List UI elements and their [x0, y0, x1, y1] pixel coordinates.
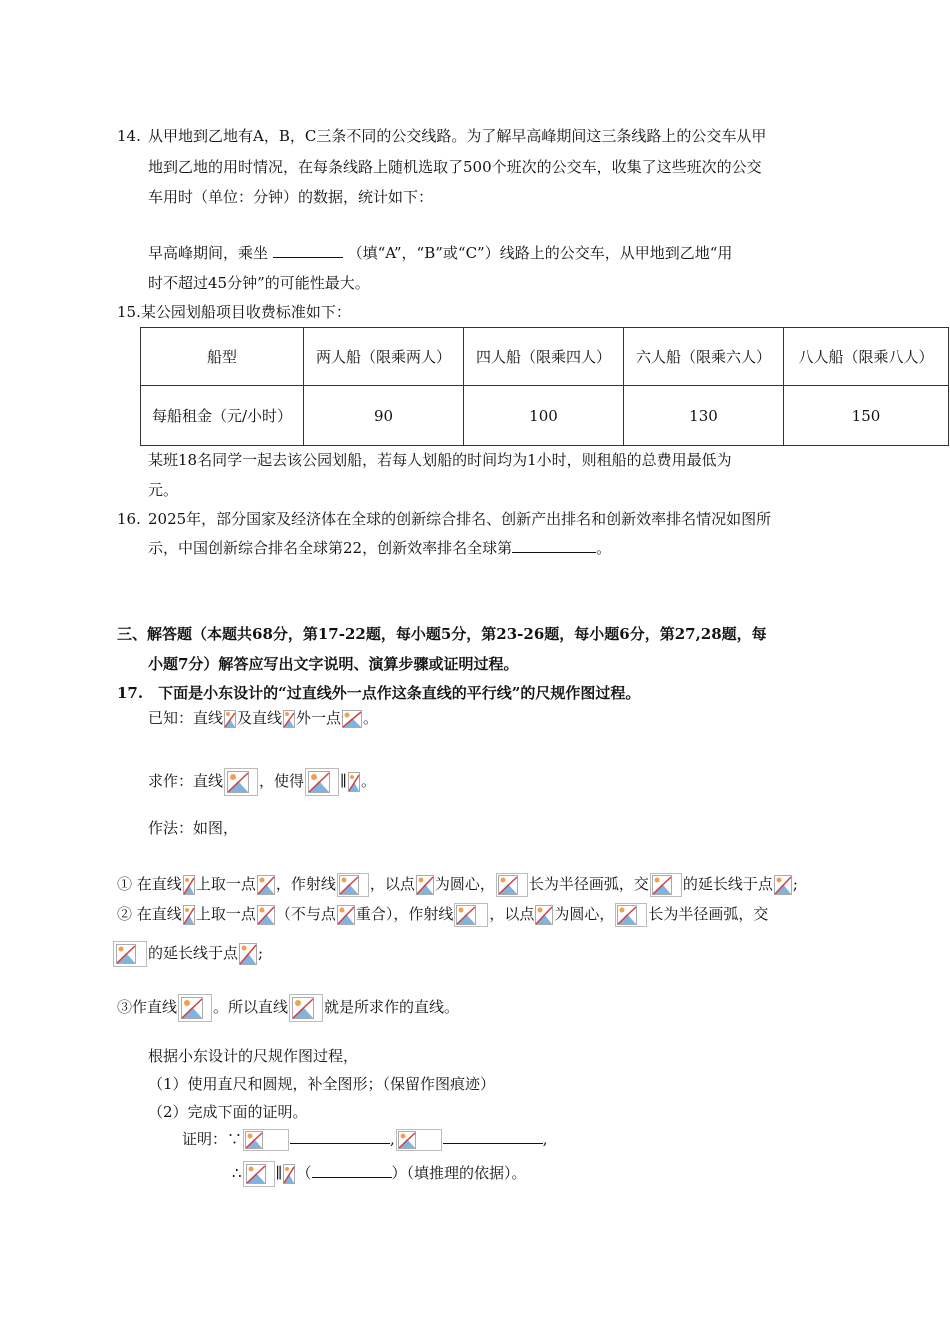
text: ,	[542, 1130, 548, 1148]
broken-image-icon	[178, 994, 212, 1022]
q14-line-4-text-a: 早高峰期间，乘坐	[148, 244, 269, 262]
table-row	[141, 386, 949, 446]
text: ，作射线	[275, 875, 336, 893]
q16-line-1: 2025年，部分国家及经济体在全球的创新综合排名、创新产出排名和创新效率排名情况如图所	[148, 510, 772, 528]
fee-table	[140, 327, 949, 446]
table-header-cell: 六人船（限乘六人）	[624, 328, 784, 386]
q16-number: 16.	[117, 510, 141, 528]
text: 已知：直线	[148, 709, 224, 727]
table-cell: 90	[304, 386, 464, 446]
text: 在直线	[136, 875, 182, 893]
text: 为圆心，	[554, 905, 615, 923]
q17-part-1: （1）使用直尺和圆规，补全图形；（保留作图痕迹）	[148, 1075, 496, 1093]
step-marker: ②	[117, 905, 133, 923]
q14-line-5: 时不超过45分钟”的可能性最大。	[148, 274, 370, 292]
text: 长为半径画弧，交	[648, 905, 769, 923]
broken-image-icon	[243, 1161, 275, 1187]
text: 为圆心，	[434, 875, 495, 893]
broken-image-icon	[342, 710, 362, 728]
broken-image-icon	[416, 875, 434, 895]
q17-part-2: （2）完成下面的证明。	[148, 1103, 308, 1121]
broken-image-icon	[257, 875, 275, 895]
text: 外一点	[296, 709, 342, 727]
text: 求作：直线	[148, 772, 224, 790]
text: ，以点	[489, 905, 535, 923]
broken-image-icon	[650, 873, 682, 897]
text: ，使得	[259, 772, 305, 790]
text: 。	[360, 772, 376, 790]
text: ）（填推理的依据）。	[391, 1164, 527, 1182]
text: 作直线	[132, 998, 178, 1016]
broken-image-icon	[454, 903, 488, 927]
text: 及直线	[237, 709, 283, 727]
q17-step-2-cont	[112, 941, 263, 967]
q17-proof-line-2	[232, 1161, 527, 1187]
text: 。所以直线	[213, 998, 289, 1016]
broken-image-icon	[774, 875, 792, 895]
text: 在直线	[136, 905, 182, 923]
parallel-symbol: ∥	[340, 772, 347, 790]
q14-line-4-text-b: （填“A”，“B”或“C”）线路上的公交车，从甲地到乙地“用	[347, 244, 733, 262]
broken-image-icon	[496, 873, 528, 897]
broken-image-icon	[396, 1129, 442, 1151]
text: 的延长线于点	[682, 875, 773, 893]
q17-basis: 根据小东设计的尺规作图过程，	[148, 1047, 359, 1065]
section3-line-1: 三、解答题（本题共68分，第17-22题，每小题5分，第23-26题，每小题6分，第27,28题，每	[117, 625, 767, 643]
q15-after-1: 某班18名同学一起去该公园划船，若每人划船的时间均为1小时，则租船的总费用最低为	[148, 451, 732, 469]
proof-blank[interactable]	[443, 1129, 543, 1144]
broken-image-icon	[283, 1164, 295, 1184]
broken-image-icon	[224, 768, 258, 796]
text: ,	[390, 1130, 395, 1148]
broken-image-icon	[337, 905, 355, 925]
text: 证明：∵	[182, 1130, 243, 1148]
text: ;	[792, 875, 798, 893]
step-marker: ①	[117, 875, 133, 893]
section3-line-2: 小题7分）解答应写出文字说明、演算步骤或证明过程。	[148, 655, 519, 673]
q16-line-2-text-a: 示，中国创新综合排名全球第22，创新效率排名全球第	[148, 539, 513, 557]
text: 上取一点	[195, 875, 256, 893]
q14-number: 14.	[117, 127, 141, 145]
broken-image-icon	[183, 875, 195, 895]
text: 就是所求作的直线。	[324, 998, 460, 1016]
text: ;	[258, 944, 264, 962]
table-cell: 150	[784, 386, 949, 446]
q14-line-4	[148, 243, 732, 263]
q16-line-2	[148, 538, 611, 558]
q14-line-3: 车用时（单位：分钟）的数据，统计如下：	[148, 188, 434, 206]
text: 重合），作射线	[355, 905, 454, 923]
broken-image-icon	[183, 905, 195, 925]
q17-required	[148, 768, 376, 796]
q17-step-2	[117, 903, 768, 927]
q15-after-2: 元。	[148, 481, 179, 499]
q14-answer-blank[interactable]	[273, 243, 343, 258]
broken-image-icon	[239, 943, 257, 965]
text: （不与点	[275, 905, 336, 923]
text: ，以点	[369, 875, 415, 893]
q15-title: 15.某公园划船项目收费标准如下：	[117, 303, 351, 321]
table-header-cell: 四人船（限乘四人）	[464, 328, 624, 386]
broken-image-icon	[337, 873, 369, 897]
q16-line-2-text-b: 。	[596, 539, 612, 557]
broken-image-icon	[348, 772, 360, 792]
parallel-symbol: ∥	[275, 1164, 283, 1182]
q17-step-3	[117, 994, 459, 1022]
proof-blank[interactable]	[290, 1129, 390, 1144]
text: 的延长线于点	[148, 944, 239, 962]
q17-method: 作法：如图，	[148, 819, 239, 837]
table-cell: 每船租金（元/小时）	[141, 386, 304, 446]
broken-image-icon	[257, 905, 275, 925]
text: （	[296, 1164, 312, 1182]
broken-image-icon	[283, 710, 295, 728]
q17-step-1	[117, 873, 798, 897]
proof-reason-blank[interactable]	[312, 1163, 392, 1178]
broken-image-icon	[224, 710, 236, 728]
broken-image-icon	[535, 905, 553, 925]
broken-image-icon	[305, 768, 339, 796]
q17-title: 17. 下面是小东设计的“过直线外一点作这条直线的平行线”的尺规作图过程。	[117, 684, 641, 702]
text: 上取一点	[195, 905, 256, 923]
q16-answer-blank[interactable]	[512, 538, 596, 553]
q17-known	[148, 708, 378, 728]
table-cell: 100	[464, 386, 624, 446]
broken-image-icon	[113, 941, 147, 967]
broken-image-icon	[243, 1129, 289, 1151]
q17-proof-line-1	[182, 1129, 548, 1151]
table-cell: 130	[624, 386, 784, 446]
table-header-cell: 八人船（限乘八人）	[784, 328, 949, 386]
text: 长为半径画弧，交	[528, 875, 649, 893]
table-header-cell: 两人船（限乘两人）	[304, 328, 464, 386]
q14-line-1: 从甲地到乙地有A，B，C三条不同的公交线路。为了解早高峰期间这三条线路上的公交车从甲	[148, 127, 767, 145]
text: ∴	[232, 1164, 242, 1182]
text: 。	[363, 709, 379, 727]
broken-image-icon	[289, 994, 323, 1022]
broken-image-icon	[615, 903, 647, 927]
table-header-cell: 船型	[141, 328, 304, 386]
step-marker: ③	[117, 998, 133, 1016]
table-row	[141, 328, 949, 386]
q14-line-2: 地到乙地的用时情况，在每条线路上随机选取了500个班次的公交车，收集了这些班次的公交	[148, 158, 762, 176]
